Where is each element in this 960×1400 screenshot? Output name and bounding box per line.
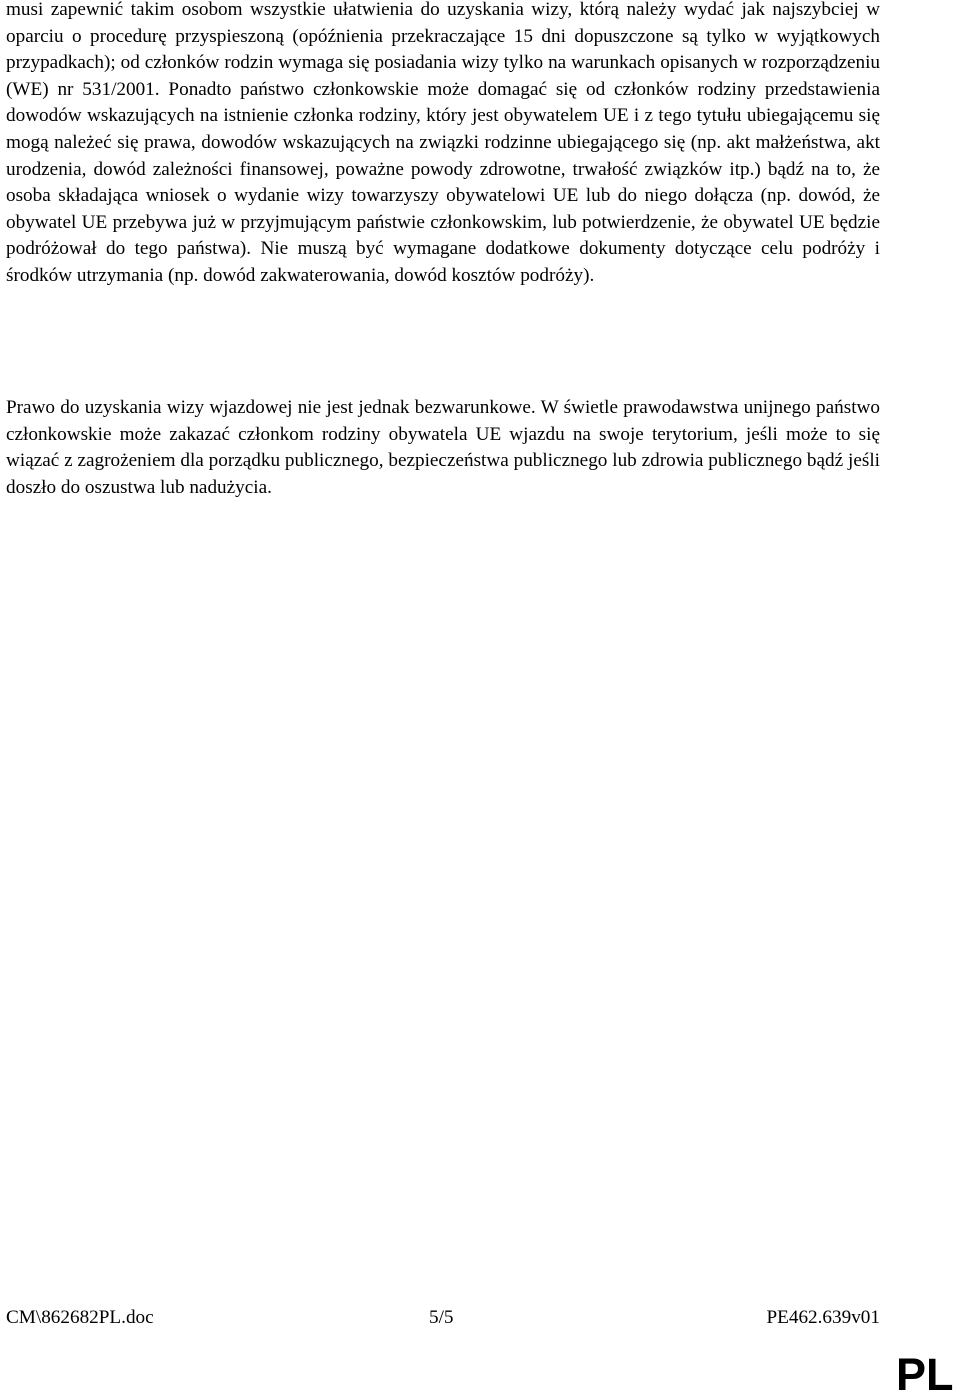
page-footer bbox=[6, 1305, 880, 1331]
footer-page-number: 5/5 bbox=[429, 1307, 454, 1328]
footer-pe-reference: PE462.639v01 bbox=[766, 1307, 880, 1328]
language-badge: PL bbox=[896, 1349, 954, 1400]
body-paragraph-2: Prawo do uzyskania wizy wjazdowej nie jest jednak bezwarunkowe. W świetle prawodawstwa unijnego państwo członkowskie może zakazać członkom rodziny obywatela UE wjazdu na swoje terytorium, jeśli może to się wiązać z zagrożeniem dla porządku publicznego, bezpieczeństwa publicznego lub zdrowia publicznego bądź jeśli doszło do oszustwa lub nadużycia. bbox=[6, 397, 880, 498]
body-paragraph-1: musi zapewnić takim osobom wszystkie ułatwienia do uzyskania wizy, którą należy wydać jak najszybciej w oparciu o procedurę przyspieszoną (opóźnienia przekraczające 15 dni dopuszczone są tylko w wyjątkowych przypadkach); od członków rodzin wymaga się posiadania wizy tylko na warunkach opisanych w rozporządzeniu (WE) nr 531/2001. Ponadto państwo członkowskie może domagać się od członków rodziny przedstawienia dowodów wskazujących na istnienie członka rodziny, który jest obywatelem UE i z tego tytułu ubiegającemu się mogą należeć się prawa, dowodów wskazujących na związki rodzinne ubiegającego się (np. akt małżeństwa, akt urodzenia, dowód zależności finansowej, poważne powody zdrowotne, trwałość związków itp.) bądź na to, że osoba składająca wniosek o wydanie wizy towarzyszy obywatelowi UE lub do niego dołącza (np. dowód, że obywatel UE przebywa już w przyjmującym państwie członkowskim, lub potwierdzenie, że obywatel UE będzie podróżował do tego państwa). Nie muszą być wymagane dodatkowe dokumenty dotyczące celu podróży i środków utrzymania (np. dowód zakwaterowania, dowód kosztów podróży). bbox=[6, 0, 880, 286]
footer-doc-reference: CM\862682PL.doc bbox=[6, 1307, 154, 1328]
